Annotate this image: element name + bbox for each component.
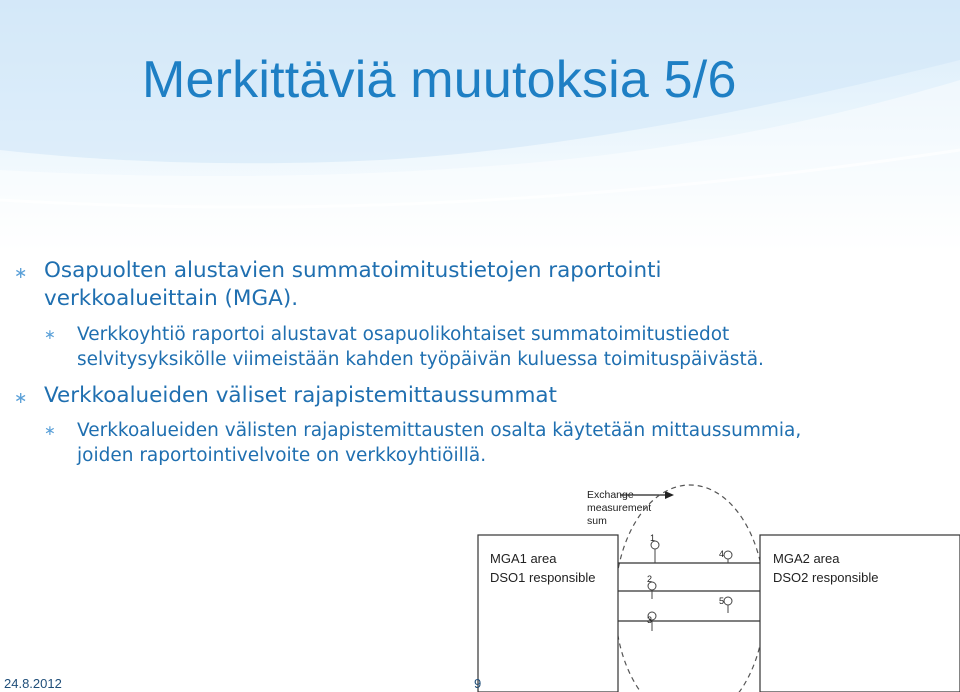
bullet-text-line: verkkoalueittain (MGA).: [44, 286, 299, 311]
exchange-arrow-head: [665, 491, 674, 499]
bullet-marker: ∗: [14, 263, 28, 282]
bullet-marker: ∗: [44, 327, 56, 343]
measurement-point-5: [719, 596, 732, 613]
bullet-text-line: Verkkoyhtiö raportoi alustavat osapuolikohtaiset summatoimitustiedot: [77, 324, 730, 345]
svg-text:1: 1: [650, 533, 656, 543]
exchange-label-line: measurement: [587, 502, 652, 514]
bullet-marker: ∗: [14, 388, 28, 407]
bullet-text-line: Verkkoalueiden väliset rajapistemittaussummat: [44, 383, 557, 408]
exchange-measurement-diagram: [470, 483, 960, 692]
mga2-area-label: MGA2 area: [773, 551, 840, 566]
bullet-text-line: Verkkoalueiden välisten rajapistemittausten osalta käytetään mittaussummia,: [77, 420, 802, 441]
bullet-level1: [14, 382, 914, 410]
bullet-level1: [14, 257, 914, 313]
exchange-boundary-ellipse: [615, 485, 765, 692]
exchange-label-line: Exchange: [587, 489, 634, 501]
mga2-responsible-label: DSO2 responsible: [773, 570, 879, 585]
bullet-marker: ∗: [44, 423, 56, 439]
slide-title: Merkittäviä muutoksia 5/6: [142, 51, 737, 109]
footer-date: 24.8.2012: [4, 676, 62, 691]
bullet-text-line: selvitysyksikölle viimeistään kahden työpäivän kuluessa toimituspäivästä.: [77, 349, 764, 370]
slide-number: 9: [474, 676, 482, 691]
svg-text:4: 4: [719, 549, 725, 559]
measurement-point-1: [650, 533, 659, 563]
measurement-point-2: [647, 574, 656, 599]
svg-text:2: 2: [647, 574, 653, 584]
svg-text:5: 5: [719, 596, 725, 606]
bullet-text-line: joiden raportointivelvoite on verkkoyhtiöillä.: [77, 445, 487, 466]
bullet-level2: [44, 418, 956, 468]
svg-text:3: 3: [647, 615, 653, 625]
measurement-point-4: [719, 549, 732, 563]
mga1-responsible-label: DSO1 responsible: [490, 570, 596, 585]
header-wave-decoration: [0, 0, 960, 250]
bullet-text-line: Osapuolten alustavien summatoimitustietojen raportointi: [44, 258, 662, 283]
exchange-label-line: sum: [587, 515, 607, 527]
mga1-area-label: MGA1 area: [490, 551, 557, 566]
bullet-level2: [44, 322, 944, 372]
